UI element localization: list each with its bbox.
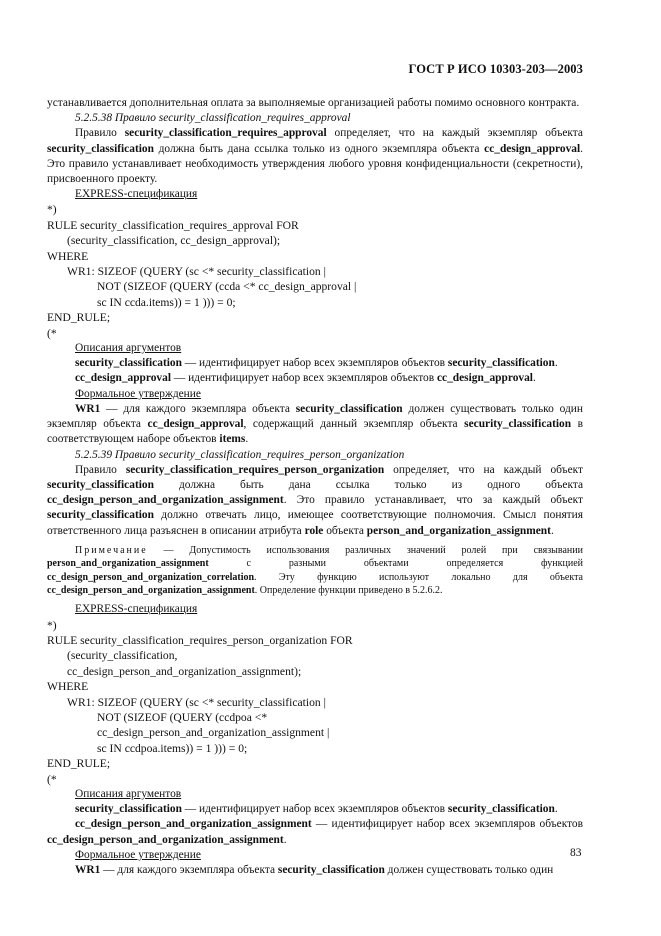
code-line: WR1: SIZEOF (QUERY (sc <* security_classification | [67, 265, 326, 279]
express-code-39 [47, 618, 583, 787]
code-line: cc_design_person_and_organization_assignment); [67, 664, 302, 678]
express-code-38 [47, 202, 583, 341]
page-number: 83 [570, 847, 582, 859]
argument-39-1: security_classification — идентифицирует набор всех экземпляров объектов security_classification. [75, 803, 558, 816]
arguments-heading-39: Описания аргументов [75, 788, 182, 801]
section-heading-39: 5.2.5.39 Правило security_classification_requires_person_organization [75, 448, 405, 461]
argument-38-2: cc_design_approval — идентифицирует набор всех экземпляров объектов cc_design_approval. [75, 372, 536, 385]
code-line: sc IN ccdpoa.items)) = 1 ))) = 0; [97, 741, 248, 755]
code-line: END_RULE; [47, 311, 111, 325]
code-line: RULE security_classification_requires_person_organization FOR [47, 633, 353, 647]
code-line: END_RULE; [47, 757, 111, 771]
formal-heading-38: Формальное утверждение [75, 387, 201, 400]
code-line: NOT (SIZEOF (QUERY (ccda <* cc_design_approval | [97, 280, 357, 294]
code-line: (security_classification, [67, 649, 178, 663]
argument-38-1: security_classification — идентифицирует набор всех экземпляров объектов security_classification. [75, 357, 558, 370]
argument-39-2: cc_design_person_and_organization_assignment — идентифицирует набор всех экземпляров объектов cc_design_person_and_organization_assignment. [47, 818, 583, 846]
arguments-heading-38: Описания аргументов [75, 342, 182, 355]
continued-paragraph: устанавливается дополнительная оплата за выполняемые организацией работы помимо основного контракта. [47, 97, 580, 109]
code-line: WR1: SIZEOF (QUERY (sc <* security_classification | [67, 695, 326, 709]
formal-heading-39: Формальное утверждение [75, 848, 201, 861]
section-38-description: Правило security_classification_requires_approval определяет, что на каждый экземпляр объекта security_classification должна быть дана ссылка только из одного экземпляра объекта cc_design_approval. Это правило устанавливает необходимость утверждения любого уровня конфиденциальности (секретности), присвоенного проекту. [47, 127, 583, 186]
section-heading-38: 5.2.5.38 Правило security_classification_requires_approval [75, 112, 351, 125]
code-line: cc_design_person_and_organization_assignment | [97, 726, 330, 740]
code-line: (* [47, 772, 57, 786]
formal-statement-39: WR1 — для каждого экземпляра объекта security_classification должен существовать только один [75, 864, 554, 877]
express-heading-39: EXPRESS-спецификация [75, 603, 198, 616]
code-line: WHERE [47, 249, 89, 263]
note-39: Примечание — Допустимость использования различных значений ролей при связывании person_and_organization_assignment с разными объектами определяется функцией cc_design_person_and_organization_correlation. Эту функцию используют локально для объекта cc_design_person_and_organization_assignment. Определение функции приведено в 5.2.6.2. [47, 544, 583, 596]
code-line: (security_classification, cc_design_approval); [67, 234, 281, 248]
code-line: RULE security_classification_requires_approval FOR [47, 218, 299, 232]
formal-statement-38: WR1 — для каждого экземпляра объекта security_classification должен существовать только один экземпляр объекта cc_design_approval, содержащий данный экземпляр объекта security_classification в соответствующем наборе объектов items. [47, 402, 584, 446]
code-line: NOT (SIZEOF (QUERY (ccdpoa <* [97, 710, 268, 724]
express-heading-38: EXPRESS-спецификация [75, 188, 198, 201]
section-39-description: Правило security_classification_requires_person_organization определяет, что на каждый объект security_classification должна быть дана ссылка только из одного объекта cc_design_person_and_organization_assignment. Это правило устанавливает, что за каждый объект security_classification должно отвечать лицо, имеющее соответствующие полномочия. Смысл понятия ответственного лица разъяснен в описании атрибута role объекта person_and_organization_assignment. [47, 463, 583, 537]
code-line: sc IN ccda.items)) = 1 ))) = 0; [97, 295, 236, 309]
code-line: *) [47, 618, 57, 632]
page-content [47, 96, 583, 878]
code-line: (* [47, 326, 57, 340]
page-header-title: ГОСТ Р ИСО 10303-203—2003 [408, 62, 583, 76]
code-line: *) [47, 203, 57, 217]
code-line: WHERE [47, 680, 89, 694]
